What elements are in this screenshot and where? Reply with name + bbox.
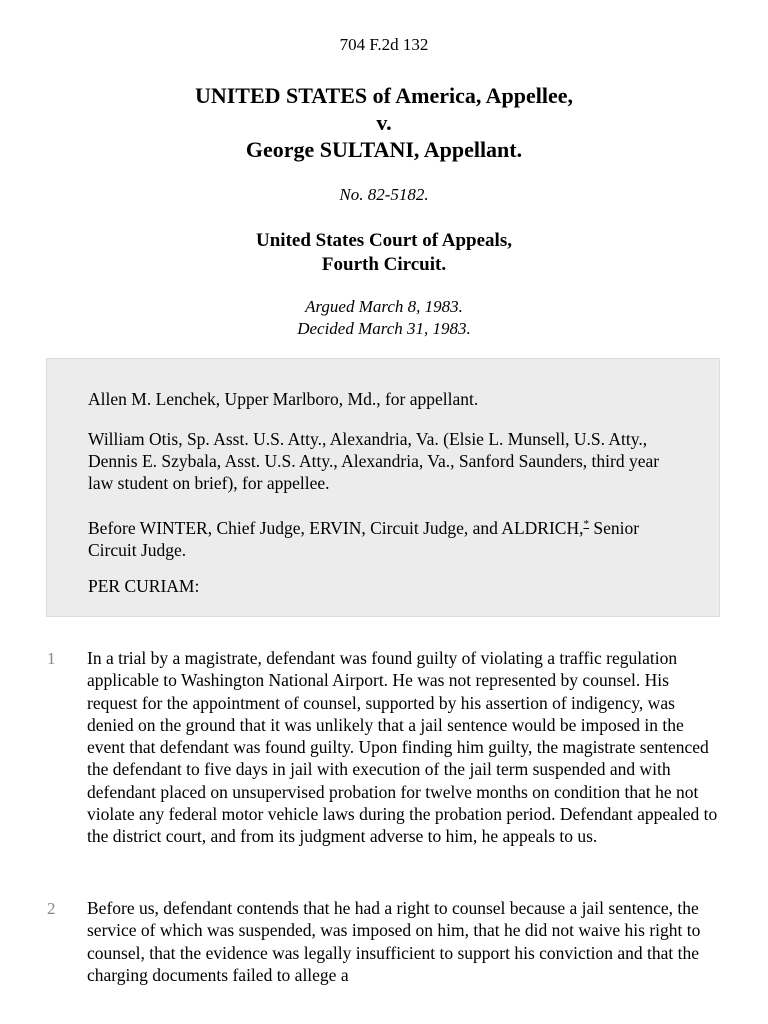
court-name — [0, 229, 768, 277]
case-dates — [0, 296, 768, 340]
appellant-counsel: Allen M. Lenchek, Upper Marlboro, Md., for appellant. — [88, 389, 479, 409]
counsel-box — [46, 358, 720, 617]
panel-judges-suffix: Senior Circuit Judge. — [88, 517, 640, 560]
panel-judges-text: Before WINTER, Chief Judge, ERVIN, Circuit Judge, and ALDRICH, — [88, 517, 584, 538]
docket-number: No. 82-5182. — [339, 185, 429, 204]
paragraph-text: In a trial by a magistrate, defendant was found guilty of violating a traffic regulation applicable to Washington National Airport. He was not represented by counsel. His request for the appointment of counsel, supported by his assertion of indigency, was denied on the ground that it was unlikely that a jail sentence would be imposed in the event that defendant was found guilty. Upon finding him guilty, the magistrate sentenced the defendant to five days in jail with execution of the jail term suspended and with defendant placed on unsupervised probation for twelve months on condition that he not violate any federal motor vehicle laws during the probation period. Defendant appealed to the district court, and from its judgment adverse to him, he appeals to us. — [87, 648, 718, 847]
per-curiam: PER CURIAM: — [88, 576, 200, 596]
case-caption — [0, 82, 768, 163]
caption-appellee: UNITED STATES of America, Appellee, — [194, 83, 574, 108]
argued-date: Argued March 8, 1983. — [305, 297, 463, 316]
paragraph-number: 1 — [47, 649, 56, 668]
panel-judges — [88, 513, 688, 561]
court-name-line2: Fourth Circuit. — [321, 254, 447, 275]
decided-date: Decided March 31, 1983. — [297, 319, 471, 338]
footnote-link[interactable]: * — [583, 518, 589, 530]
paragraph-number: 2 — [47, 899, 56, 918]
case-citation: 704 F.2d 132 — [339, 35, 429, 54]
appellee-counsel: William Otis, Sp. Asst. U.S. Atty., Alexandria, Va. (Elsie L. Munsell, U.S. Atty., Dennis E. Szybala, Asst. U.S. Atty., Alexandria, Va., Sanford Saunders, third year law student on brief), for appellee. — [88, 429, 660, 493]
caption-versus: v. — [376, 110, 392, 135]
court-name-line1: United States Court of Appeals, — [256, 230, 512, 251]
caption-appellant: George SULTANI, Appellant. — [245, 137, 523, 162]
paragraph-text: Before us, defendant contends that he had a right to counsel because a jail sentence, the service of which was suspended, was imposed on him, that he did not waive his right to counsel, that the evidence was legally insufficient to support his conviction and that the charging documents failed to allege a — [87, 898, 701, 985]
